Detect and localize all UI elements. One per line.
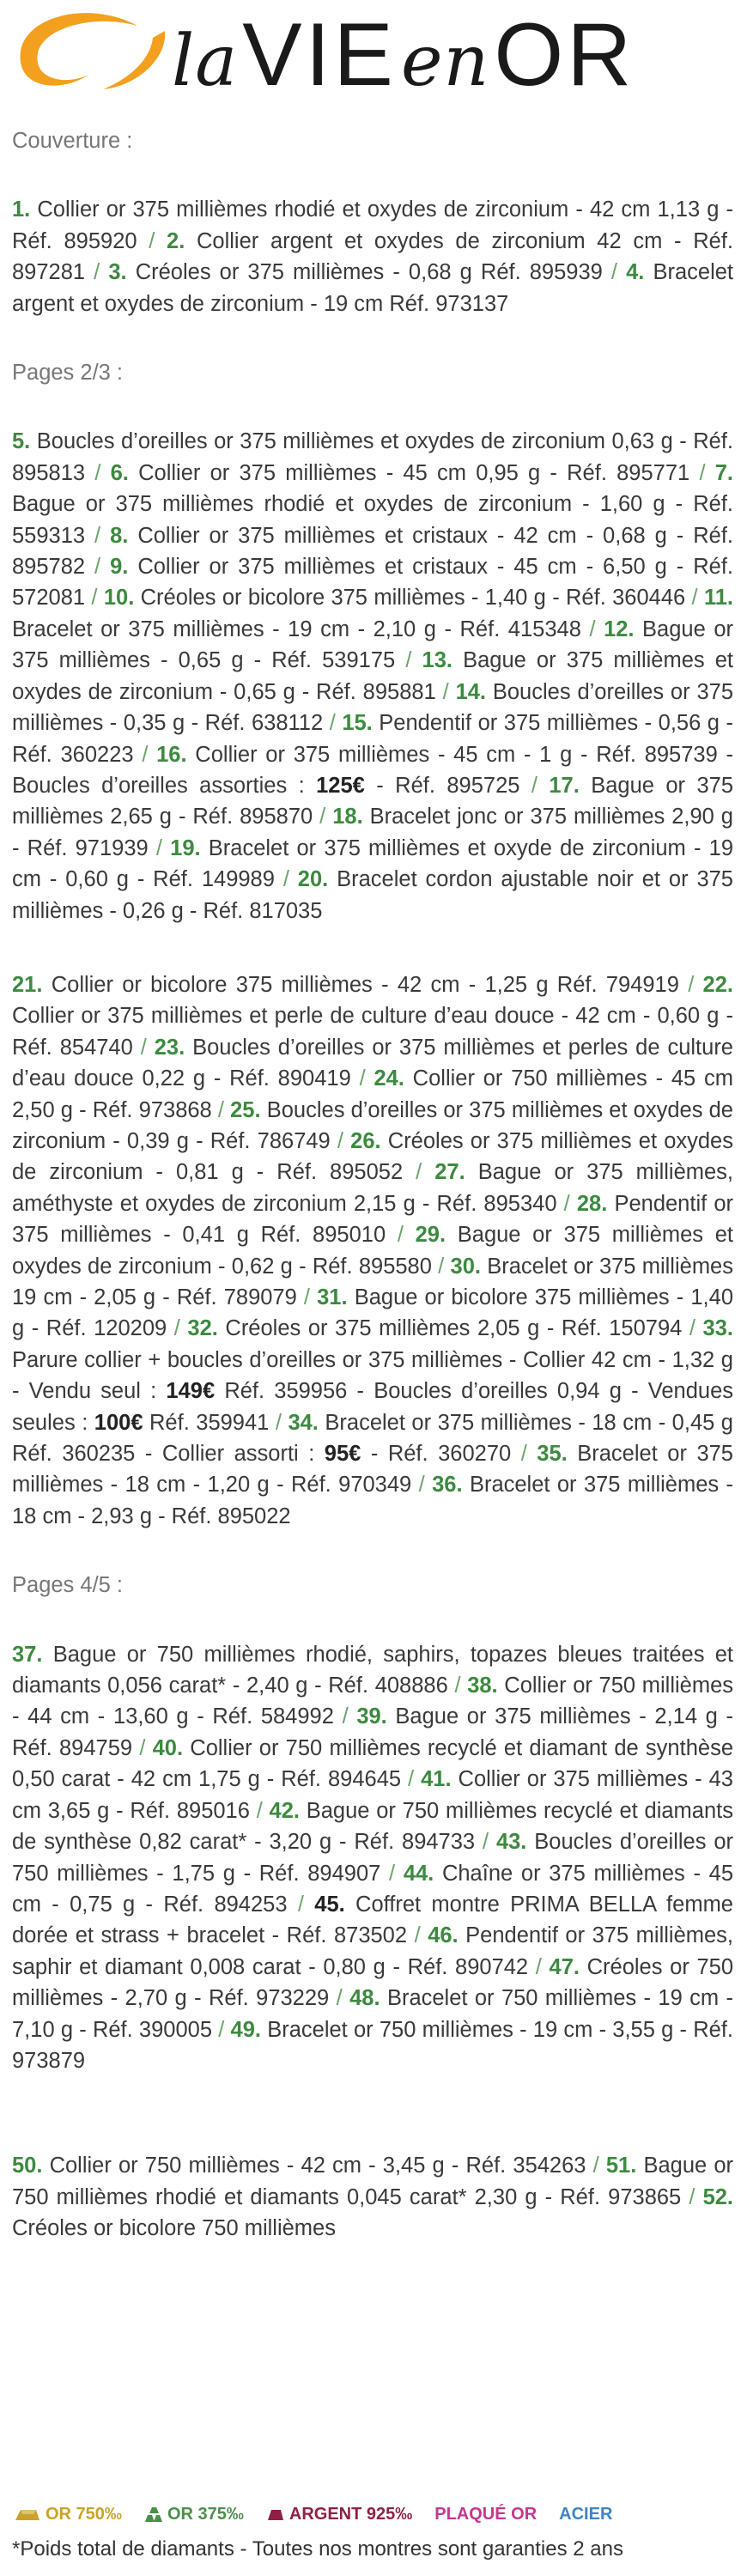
item-text: Bracelet or 375 millièmes - 18 cm - 1,20 g - Réf. 970349: [12, 1442, 733, 1498]
item-number: 51.: [605, 2154, 637, 2178]
item-text: Chaîne or 375 millièmes - 45 cm - 0,75 g - Réf. 894253: [12, 1861, 733, 1917]
item-price: 125€: [316, 773, 365, 798]
separator: /: [699, 460, 715, 485]
item-text: Collier or bicolore 375 millièmes - 42 cm - 1,25 g Réf. 794919: [42, 972, 689, 997]
item-text: Créoles or 375 millièmes 2,05 g - Réf. 150794: [217, 1316, 689, 1341]
item-number: 48.: [349, 1986, 380, 2011]
separator: /: [414, 1923, 428, 1948]
separator: /: [405, 648, 422, 673]
item-text: Bracelet argent et oxydes de zirconium - 19 cm Réf. 973137: [12, 260, 733, 316]
item-number: 31.: [317, 1285, 348, 1309]
item-number: 17.: [549, 773, 580, 798]
item-text: Boucles d’oreilles or 375 millièmes et oxydes de zirconium 0,63 g - Réf. 895813: [12, 429, 733, 485]
item-number: 34.: [288, 1410, 319, 1435]
item-number: 12.: [604, 617, 635, 641]
item-text: Boucles d’oreilles or 750 millièmes - 1,75 g - Réf. 894907: [12, 1830, 734, 1886]
item-text: Bracelet or 375 millièmes - 18 cm - 0,45 g Réf. 360235 - Collier assorti :: [12, 1410, 733, 1467]
legend-badge: [12, 2505, 122, 2524]
item-text: Bracelet jonc or 375 millièmes 2,90 g - Réf. 971939: [12, 805, 733, 860]
item-text: Bague or 375 millièmes - 2,14 g - Réf. 894759: [12, 1704, 734, 1760]
item-number: 35.: [537, 1442, 568, 1467]
item-text: Bracelet cordon ajustable noir et or 375 millièmes - 0,26 g - Réf. 817035: [12, 867, 733, 923]
separator: /: [689, 2184, 703, 2209]
separator: /: [408, 1767, 422, 1792]
separator: /: [256, 1798, 270, 1823]
item-number: 2.: [167, 228, 185, 253]
separator: /: [610, 260, 627, 285]
item-number: 13.: [422, 648, 452, 673]
separator: /: [336, 1986, 350, 2011]
gold-bar-icon: [12, 2506, 41, 2522]
item-number: 7.: [714, 460, 734, 485]
spacer: [12, 1601, 733, 1639]
separator: /: [155, 835, 171, 860]
metal-legend: [12, 2503, 612, 2525]
item-price: 95€: [324, 1442, 361, 1467]
item-number: 50.: [12, 2154, 43, 2178]
spacer: [12, 388, 733, 426]
item-text: Réf. 359956 - Boucles d’oreilles 0,94 g - Vendues seules :: [12, 1379, 733, 1435]
item-number: 44.: [403, 1861, 434, 1886]
separator: /: [173, 1316, 188, 1341]
item-text: Bague or 750 millièmes rhodié, saphirs, topazes bleues traitées et diamants 0,056 carat* - 2,40 g - Réf. 408886: [12, 1642, 733, 1698]
item-number: 29.: [415, 1223, 446, 1248]
legend-badge: [434, 2505, 537, 2524]
item-number: 40.: [152, 1735, 184, 1760]
item-text: Bague or 375 millièmes rhodié et oxydes de zirconium - 1,60 g - Réf. 559313: [12, 492, 733, 548]
item-number: 8.: [110, 523, 129, 548]
item-text: Parure collier + boucles d’oreilles or 375 millièmes - Collier 42 cm - 1,32 g - Vendu seul :: [12, 1347, 733, 1404]
separator: /: [275, 1410, 289, 1435]
item-text: Bague or 375 millièmes, améthyste et oxydes de zirconium 2,15 g - Réf. 895340: [12, 1160, 734, 1216]
item-text: Collier or 750 millièmes recyclé et diamant de synthèse 0,50 carat - 42 cm 1,75 g - Réf. 894645: [12, 1735, 733, 1792]
product-paragraph: [12, 969, 733, 1532]
item-text: Pendentif or 375 millièmes, saphir et diamant 0,008 carat - 0,80 g - Réf. 890742: [12, 1923, 734, 1979]
legend-label: OR 375‰: [167, 2504, 244, 2524]
separator: /: [94, 523, 111, 548]
item-text: Bracelet or 375 millièmes - 19 cm - 2,10 g - Réf. 415348: [12, 617, 590, 641]
spacer: [12, 156, 733, 194]
item-number: 4.: [626, 260, 645, 285]
item-text: Créoles or bicolore 750 millièmes: [12, 2216, 336, 2241]
separator: /: [389, 1861, 404, 1886]
separator: /: [337, 1128, 351, 1153]
item-number: 37.: [12, 1642, 43, 1667]
separator: /: [342, 1704, 357, 1729]
product-paragraph: [12, 2150, 733, 2244]
separator: /: [689, 1316, 703, 1341]
separator: /: [94, 555, 111, 580]
item-text: Bague or 750 millièmes recyclé et diamants de synthèse 0,82 carat* - 3,20 g - Réf. 894733: [12, 1798, 733, 1855]
separator: /: [359, 1066, 374, 1091]
item-number: 23.: [154, 1035, 185, 1060]
legend-label: PLAQUÉ OR: [434, 2504, 538, 2524]
separator: /: [297, 1892, 315, 1917]
item-number: 18.: [332, 805, 363, 829]
item-text: Créoles or 375 millièmes et oxydes de zirconium - 0,81 g - Réf. 895052: [12, 1128, 733, 1185]
item-text: Boucles d’oreilles or 375 millièmes - 0,35 g - Réf. 638112: [12, 679, 733, 736]
separator: /: [91, 586, 104, 611]
separator: /: [94, 460, 111, 485]
item-text: Créoles or 375 millièmes - 0,68 g Réf. 895939: [126, 260, 611, 285]
separator: /: [217, 1097, 231, 1122]
legend-badge: [559, 2505, 612, 2524]
item-number: 26.: [350, 1128, 381, 1153]
item-number: 14.: [455, 679, 487, 704]
product-paragraph: [12, 194, 733, 319]
item-text: Collier or 375 millièmes - 45 cm - 1 g - Réf. 895739 - Boucles d’oreilles assorties :: [12, 742, 733, 798]
item-text: Bracelet or 375 millièmes 19 cm - 2,05 g - Réf. 789079: [12, 1254, 733, 1309]
item-number: 33.: [702, 1316, 733, 1341]
separator: /: [139, 1735, 153, 1760]
item-number: 11.: [703, 586, 733, 611]
item-number: 24.: [374, 1066, 404, 1091]
item-number: 49.: [230, 2017, 261, 2042]
separator: /: [149, 228, 167, 253]
item-text: Pendentif or 375 millièmes - 0,41 g Réf. 895010: [12, 1191, 733, 1248]
item-number: 21.: [12, 972, 43, 997]
item-number: 1.: [12, 197, 31, 222]
item-text: Bague or 375 millièmes et oxydes de zirconium - 0,62 g - Réf. 895580: [12, 1223, 734, 1279]
item-text: Bracelet or 375 millièmes - 18 cm - 2,93 g - Réf. 895022: [12, 1473, 734, 1528]
item-number: 10.: [103, 586, 135, 611]
separator: /: [531, 773, 550, 798]
item-text: Bracelet or 375 millièmes et oxyde de zirconium - 19 cm - 0,60 g - Réf. 149989: [12, 835, 733, 892]
item-text: - Réf. 360270: [361, 1442, 521, 1467]
separator: /: [416, 1160, 435, 1185]
logo-la: la: [172, 21, 239, 102]
spacer: [12, 319, 733, 357]
separator: /: [520, 1442, 538, 1467]
product-legend-content: [12, 125, 733, 2245]
separator: /: [329, 711, 343, 736]
item-text: Collier or 750 millièmes - 44 cm - 13,60 g - Réf. 584992: [12, 1674, 734, 1729]
item-text: Boucles d’oreilles or 375 millièmes et oxydes de zirconium - 0,39 g - Réf. 786749: [12, 1097, 733, 1153]
separator: /: [438, 1254, 451, 1279]
item-text: Bague or 750 millièmes rhodié et diamants 0,045 carat* 2,30 g - Réf. 973865: [12, 2154, 733, 2209]
item-text: Collier or 375 millièmes et cristaux - 42 cm - 0,68 g - Réf. 895782: [12, 523, 733, 580]
legend-label: OR 750‰: [46, 2504, 122, 2524]
item-number: 39.: [356, 1704, 387, 1729]
separator: /: [482, 1830, 496, 1855]
item-number: 38.: [467, 1674, 498, 1698]
item-text: Collier or 375 millièmes et perle de culture d’eau douce - 42 cm - 0,60 g - Réf. 854740: [12, 1004, 733, 1060]
item-price: 100€: [94, 1410, 143, 1435]
legend-badge: [266, 2505, 412, 2524]
item-number: 46.: [428, 1923, 459, 1948]
item-text: Collier or 375 millièmes et cristaux - 45 cm - 6,50 g - Réf. 572081: [12, 555, 733, 611]
section-title: Pages 4/5 :: [12, 1573, 124, 1598]
silver-bar-icon: [266, 2506, 285, 2522]
item-text: Créoles or bicolore 375 millièmes - 1,40 g - Réf. 360446: [134, 586, 692, 611]
item-number: 42.: [269, 1798, 300, 1823]
separator: /: [94, 260, 109, 285]
legend-label: ACIER: [559, 2504, 613, 2524]
gold-bars-stack-icon: [144, 2505, 163, 2524]
item-text: Coffret montre PRIMA BELLA femme dorée et strass + bracelet - Réf. 873502: [12, 1892, 733, 1948]
item-number: 30.: [450, 1254, 481, 1279]
separator: /: [282, 867, 298, 892]
item-number: 20.: [297, 867, 329, 892]
separator: /: [397, 1223, 416, 1248]
spacer: [12, 2076, 733, 2150]
legend-badge: [144, 2505, 244, 2524]
item-number: 9.: [110, 555, 129, 580]
item-number: 41.: [421, 1767, 452, 1792]
item-text: Réf. 359941: [143, 1410, 276, 1435]
item-number: 32.: [187, 1316, 218, 1341]
logo-vie: VIE: [242, 5, 397, 105]
section-title: Couverture :: [12, 129, 133, 153]
item-number: 36.: [432, 1473, 463, 1498]
item-text: Collier or 375 millièmes rhodié et oxydes de zirconium - 42 cm 1,13 g - Réf. 895920: [12, 197, 733, 253]
item-text: Bracelet or 750 millièmes - 19 cm - 7,10 g - Réf. 390005: [12, 1986, 734, 2042]
item-number: 22.: [702, 972, 733, 997]
item-text: Boucles d’oreilles or 375 millièmes et perles de culture d’eau douce 0,22 g - Réf. 890419: [12, 1035, 733, 1091]
product-paragraph: [12, 426, 733, 927]
item-number: 3.: [108, 260, 127, 285]
item-text: Collier or 750 millièmes - 45 cm 2,50 g - Réf. 973868: [12, 1066, 733, 1122]
separator: /: [691, 586, 704, 611]
separator: /: [535, 1954, 550, 1979]
item-number: 47.: [549, 1954, 580, 1979]
separator: /: [454, 1674, 468, 1698]
legend-label: ARGENT 925‰: [289, 2504, 413, 2524]
item-number: 16.: [156, 742, 187, 767]
item-text: Collier or 375 millièmes - 45 cm 0,95 g - Réf. 895771: [128, 460, 700, 485]
separator: /: [140, 1035, 155, 1060]
item-number: 27.: [434, 1160, 465, 1185]
logo-or: OR: [494, 5, 635, 105]
item-text: Bague or 375 millièmes et oxydes de zirconium - 0,65 g - Réf. 895881: [12, 648, 734, 704]
separator: /: [592, 2154, 606, 2178]
separator: /: [303, 1285, 318, 1309]
spacer: [12, 927, 733, 969]
item-number: 15.: [342, 711, 373, 736]
footnote: *Poids total de diamants - Toutes nos montres sont garanties 2 ans: [12, 2537, 623, 2561]
item-text: Collier or 750 millièmes - 42 cm - 3,45 g - Réf. 354263: [42, 2154, 593, 2178]
logo-en: en: [400, 21, 490, 102]
item-price: 149€: [166, 1379, 216, 1404]
item-text: - Réf. 895725: [364, 773, 531, 798]
logo-swirl-icon: [9, 7, 172, 101]
item-number: 19.: [170, 835, 201, 860]
separator: /: [218, 2017, 231, 2042]
spacer: [12, 1532, 733, 1570]
item-text: Collier argent et oxydes de zirconium 42 cm - Réf. 897281: [12, 228, 733, 285]
separator: /: [688, 972, 703, 997]
item-number: 6.: [110, 460, 129, 485]
item-number: 52.: [702, 2184, 734, 2209]
separator: /: [589, 617, 604, 641]
separator: /: [142, 742, 157, 767]
item-number: 5.: [12, 429, 31, 454]
item-text: Pendentif or 375 millièmes - 0,56 g - Réf. 360223: [12, 711, 733, 767]
item-text: Bague or 375 millièmes - 0,65 g - Réf. 539175: [12, 617, 733, 673]
item-text: Collier or 375 millièmes - 43 cm 3,65 g - Réf. 895016: [12, 1767, 733, 1823]
item-text: Bague or bicolore 375 millièmes - 1,40 g - Réf. 120209: [12, 1285, 734, 1341]
separator: /: [442, 679, 456, 704]
item-text: Bracelet or 750 millièmes - 19 cm - 3,55 g - Réf. 973879: [12, 2017, 734, 2073]
item-text: Créoles or 750 millièmes - 2,70 g - Réf. 973229: [12, 1954, 734, 2011]
item-number: 28.: [576, 1191, 608, 1216]
separator: /: [563, 1191, 577, 1216]
section-title: Pages 2/3 :: [12, 361, 124, 386]
logo-wordmark: [172, 5, 635, 105]
separator: /: [418, 1473, 433, 1498]
header: [0, 0, 741, 116]
item-number: 25.: [230, 1097, 261, 1122]
item-number: 45.: [314, 1892, 345, 1917]
product-paragraph: [12, 1639, 733, 2077]
item-number: 43.: [495, 1830, 527, 1855]
separator: /: [319, 805, 333, 829]
item-text: Bague or 375 millièmes 2,65 g - Réf. 895870: [12, 773, 733, 829]
